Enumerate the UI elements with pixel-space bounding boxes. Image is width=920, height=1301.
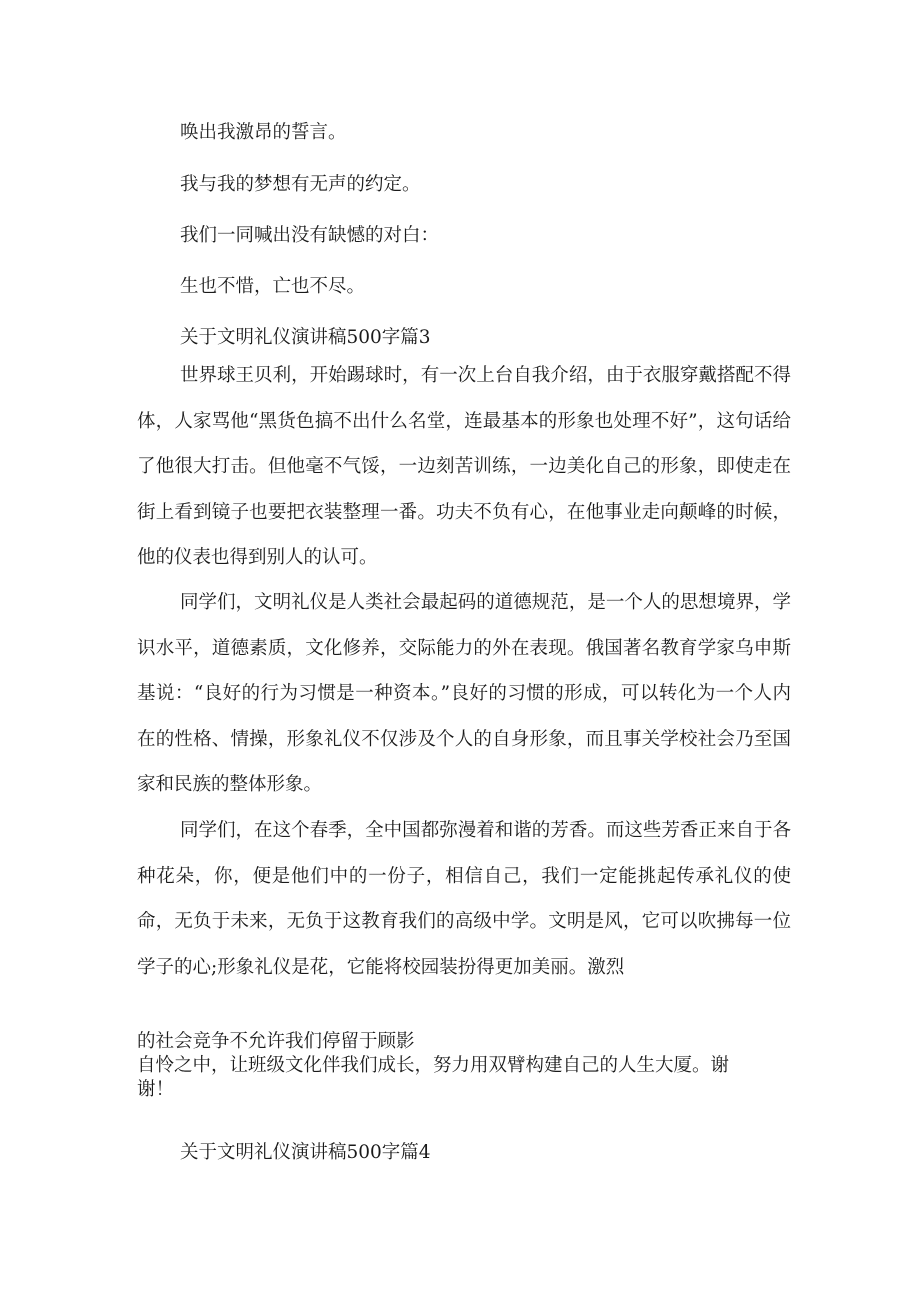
tail-line: 谢！ (137, 1079, 175, 1100)
section-heading-3: 关于文明礼仪演讲稿500字篇3 (180, 327, 431, 348)
poem-line: 我与我的梦想有无声的约定。 (180, 174, 421, 195)
poem-line: 唤出我激昂的誓言。 (180, 122, 347, 143)
tail-line: 自怜之中，让班级文化伴我们成长，努力用双臂构建自己的人生大厦。谢 (137, 1055, 730, 1076)
tail-line: 的社会竞争不允许我们停留于顾影 (137, 1031, 415, 1052)
poem-line: 生也不惜，亡也不尽。 (180, 276, 366, 297)
paragraph-pele: 世界球王贝利，开始踢球时，有一次上台自我介绍，由于衣服穿戴搭配不得体，人家骂他“黑货色搞不出什么名堂，连最基本的形象也处理不好”，这句话给了他很大打击。但他毫不气馁，一边刻苦训练，一边美化自己的形象，即使走在街上看到镜子也要把衣装整理一番。功夫不负有心，在他事业走向颠峰的时候，他的仪表也得到别人的认可。 (137, 365, 791, 568)
paragraph-etiquette: 同学们，文明礼仪是人类社会最起码的道德规范，是一个人的思想境界，学识水平，道德素质，文化修养，交际能力的外在表现。俄国著名教育学家乌申斯基说：“良好的行为习惯是一种资本。”良好的习惯的形成，可以转化为一个人内在的性格、情操，形象礼仪不仅涉及个人的自身形象，而且事关学校社会乃至国家和民族的整体形象。 (137, 592, 791, 795)
section-heading-4: 关于文明礼仪演讲稿500字篇4 (180, 1142, 431, 1163)
paragraph-spring: 同学们，在这个春季，全中国都弥漫着和谐的芳香。而这些芳香正来自于各种花朵，你，便是他们中的一份子，相信自己，我们一定能挑起传承礼仪的使命，无负于未来，无负于这教育我们的高级中学。文明是风，它可以吹拂每一位学子的心;形象礼仪是花，它能将校园装扮得更加美丽。激烈 (137, 820, 791, 978)
poem-line: 我们一同喊出没有缺憾的对白： (180, 225, 440, 246)
paragraph-tail (137, 1030, 791, 1102)
